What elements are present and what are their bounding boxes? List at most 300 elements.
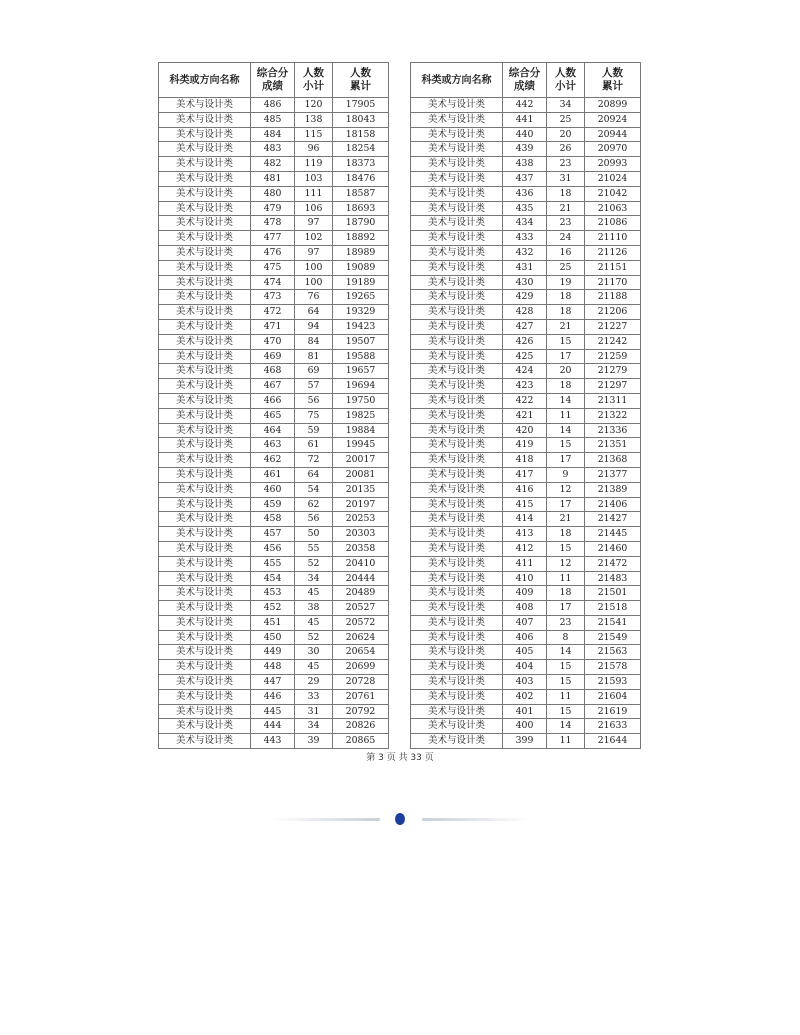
cell-score: 405 bbox=[503, 645, 547, 660]
cell-cumulative: 21126 bbox=[585, 245, 641, 260]
cell-cumulative: 21501 bbox=[585, 586, 641, 601]
cell-cumulative: 20572 bbox=[333, 615, 389, 630]
cell-count: 8 bbox=[547, 630, 585, 645]
cell-name: 美术与设计类 bbox=[411, 157, 503, 172]
table-row bbox=[411, 734, 641, 749]
cell-score: 457 bbox=[251, 527, 295, 542]
cell-cumulative: 21389 bbox=[585, 482, 641, 497]
table-row bbox=[411, 157, 641, 172]
table-row bbox=[159, 171, 389, 186]
cell-count: 119 bbox=[295, 157, 333, 172]
table-row bbox=[159, 467, 389, 482]
table-row bbox=[159, 675, 389, 690]
cell-name: 美术与设计类 bbox=[411, 675, 503, 690]
cell-name: 美术与设计类 bbox=[159, 660, 251, 675]
table-row bbox=[411, 630, 641, 645]
cell-name: 美术与设计类 bbox=[411, 275, 503, 290]
header-count: 人数 小计 bbox=[295, 63, 333, 98]
cell-cumulative: 21042 bbox=[585, 186, 641, 201]
cell-cumulative: 21563 bbox=[585, 645, 641, 660]
cell-cumulative: 17905 bbox=[333, 98, 389, 113]
cell-score: 456 bbox=[251, 541, 295, 556]
cell-name: 美术与设计类 bbox=[159, 512, 251, 527]
table-row bbox=[159, 305, 389, 320]
table-row bbox=[411, 186, 641, 201]
cell-count: 18 bbox=[547, 379, 585, 394]
cell-count: 61 bbox=[295, 438, 333, 453]
table-row bbox=[411, 245, 641, 260]
table-row bbox=[159, 201, 389, 216]
cell-score: 417 bbox=[503, 467, 547, 482]
cell-name: 美术与设计类 bbox=[159, 186, 251, 201]
cell-cumulative: 21460 bbox=[585, 541, 641, 556]
cell-score: 455 bbox=[251, 556, 295, 571]
cell-cumulative: 21445 bbox=[585, 527, 641, 542]
table-row bbox=[159, 127, 389, 142]
cell-name: 美术与设计类 bbox=[411, 556, 503, 571]
cell-cumulative: 21633 bbox=[585, 719, 641, 734]
table-row bbox=[411, 216, 641, 231]
cell-cumulative: 19884 bbox=[333, 423, 389, 438]
table-row bbox=[159, 349, 389, 364]
table-row bbox=[411, 453, 641, 468]
cell-cumulative: 21644 bbox=[585, 734, 641, 749]
cell-name: 美术与设计类 bbox=[159, 467, 251, 482]
table-row bbox=[411, 171, 641, 186]
table-row bbox=[411, 127, 641, 142]
cell-count: 55 bbox=[295, 541, 333, 556]
table-row bbox=[411, 615, 641, 630]
header-name: 科类或方向名称 bbox=[159, 63, 251, 98]
cell-name: 美术与设计类 bbox=[159, 231, 251, 246]
cell-score: 399 bbox=[503, 734, 547, 749]
cell-score: 421 bbox=[503, 408, 547, 423]
cell-count: 17 bbox=[547, 601, 585, 616]
table-row bbox=[159, 601, 389, 616]
cell-count: 72 bbox=[295, 453, 333, 468]
table-row bbox=[411, 98, 641, 113]
cell-name: 美术与设计类 bbox=[159, 171, 251, 186]
table-row bbox=[411, 556, 641, 571]
cell-name: 美术与设计类 bbox=[411, 216, 503, 231]
cell-count: 97 bbox=[295, 245, 333, 260]
cell-count: 11 bbox=[547, 689, 585, 704]
table-row bbox=[411, 319, 641, 334]
cell-count: 15 bbox=[547, 334, 585, 349]
cell-cumulative: 21322 bbox=[585, 408, 641, 423]
cell-cumulative: 20924 bbox=[585, 112, 641, 127]
cell-score: 407 bbox=[503, 615, 547, 630]
cell-cumulative: 21619 bbox=[585, 704, 641, 719]
cell-score: 474 bbox=[251, 275, 295, 290]
cell-cumulative: 21170 bbox=[585, 275, 641, 290]
table-row bbox=[159, 142, 389, 157]
cell-name: 美术与设计类 bbox=[411, 704, 503, 719]
table-row bbox=[411, 645, 641, 660]
table-row bbox=[411, 571, 641, 586]
cell-cumulative: 19588 bbox=[333, 349, 389, 364]
cell-name: 美术与设计类 bbox=[411, 142, 503, 157]
cell-name: 美术与设计类 bbox=[159, 290, 251, 305]
cell-name: 美术与设计类 bbox=[411, 260, 503, 275]
cell-score: 470 bbox=[251, 334, 295, 349]
cell-name: 美术与设计类 bbox=[411, 112, 503, 127]
cell-name: 美术与设计类 bbox=[159, 245, 251, 260]
cell-score: 463 bbox=[251, 438, 295, 453]
cell-name: 美术与设计类 bbox=[159, 142, 251, 157]
cell-score: 408 bbox=[503, 601, 547, 616]
cell-cumulative: 19750 bbox=[333, 393, 389, 408]
table-row bbox=[159, 453, 389, 468]
table-row bbox=[411, 290, 641, 305]
cell-name: 美术与设计类 bbox=[411, 379, 503, 394]
cell-name: 美术与设计类 bbox=[159, 216, 251, 231]
cell-name: 美术与设计类 bbox=[159, 719, 251, 734]
cell-score: 452 bbox=[251, 601, 295, 616]
cell-score: 427 bbox=[503, 319, 547, 334]
cell-score: 429 bbox=[503, 290, 547, 305]
table-row bbox=[411, 660, 641, 675]
cell-score: 482 bbox=[251, 157, 295, 172]
cell-count: 34 bbox=[295, 719, 333, 734]
cell-score: 479 bbox=[251, 201, 295, 216]
cell-score: 433 bbox=[503, 231, 547, 246]
cell-name: 美术与设计类 bbox=[411, 127, 503, 142]
table-header-row bbox=[411, 63, 641, 98]
cell-count: 75 bbox=[295, 408, 333, 423]
cell-count: 34 bbox=[547, 98, 585, 113]
cell-score: 473 bbox=[251, 290, 295, 305]
cell-count: 45 bbox=[295, 615, 333, 630]
cell-name: 美术与设计类 bbox=[411, 231, 503, 246]
cell-count: 29 bbox=[295, 675, 333, 690]
cell-name: 美术与设计类 bbox=[159, 482, 251, 497]
cell-cumulative: 19657 bbox=[333, 364, 389, 379]
cell-count: 18 bbox=[547, 290, 585, 305]
table-row bbox=[159, 260, 389, 275]
table-row bbox=[159, 334, 389, 349]
cell-score: 460 bbox=[251, 482, 295, 497]
cell-count: 45 bbox=[295, 586, 333, 601]
cell-cumulative: 20654 bbox=[333, 645, 389, 660]
cell-count: 31 bbox=[295, 704, 333, 719]
divider-dot-icon bbox=[395, 813, 405, 825]
table-row bbox=[159, 630, 389, 645]
cell-count: 15 bbox=[547, 541, 585, 556]
cell-name: 美术与设计类 bbox=[411, 423, 503, 438]
cell-count: 56 bbox=[295, 512, 333, 527]
cell-count: 54 bbox=[295, 482, 333, 497]
cell-score: 426 bbox=[503, 334, 547, 349]
cell-count: 38 bbox=[295, 601, 333, 616]
cell-name: 美术与设计类 bbox=[411, 734, 503, 749]
cell-count: 57 bbox=[295, 379, 333, 394]
cell-count: 20 bbox=[547, 127, 585, 142]
cell-score: 480 bbox=[251, 186, 295, 201]
cell-score: 437 bbox=[503, 171, 547, 186]
cell-cumulative: 20017 bbox=[333, 453, 389, 468]
cell-score: 404 bbox=[503, 660, 547, 675]
cell-count: 20 bbox=[547, 364, 585, 379]
cell-name: 美术与设计类 bbox=[411, 467, 503, 482]
cell-name: 美术与设计类 bbox=[159, 571, 251, 586]
cell-score: 443 bbox=[251, 734, 295, 749]
table-row bbox=[411, 512, 641, 527]
table-row bbox=[159, 615, 389, 630]
cell-cumulative: 21518 bbox=[585, 601, 641, 616]
cell-cumulative: 19189 bbox=[333, 275, 389, 290]
cell-score: 450 bbox=[251, 630, 295, 645]
cell-score: 444 bbox=[251, 719, 295, 734]
cell-count: 96 bbox=[295, 142, 333, 157]
table-row bbox=[159, 364, 389, 379]
cell-cumulative: 21541 bbox=[585, 615, 641, 630]
cell-score: 484 bbox=[251, 127, 295, 142]
cell-count: 39 bbox=[295, 734, 333, 749]
table-row bbox=[159, 98, 389, 113]
table-row bbox=[159, 734, 389, 749]
cell-score: 469 bbox=[251, 349, 295, 364]
cell-cumulative: 21351 bbox=[585, 438, 641, 453]
cell-name: 美术与设计类 bbox=[411, 349, 503, 364]
table-row bbox=[159, 423, 389, 438]
cell-score: 438 bbox=[503, 157, 547, 172]
cell-cumulative: 20728 bbox=[333, 675, 389, 690]
cell-score: 431 bbox=[503, 260, 547, 275]
cell-cumulative: 20826 bbox=[333, 719, 389, 734]
cell-score: 435 bbox=[503, 201, 547, 216]
cell-count: 15 bbox=[547, 660, 585, 675]
cell-count: 69 bbox=[295, 364, 333, 379]
cell-count: 76 bbox=[295, 290, 333, 305]
cell-cumulative: 19423 bbox=[333, 319, 389, 334]
header-count: 人数 小计 bbox=[547, 63, 585, 98]
cell-cumulative: 21549 bbox=[585, 630, 641, 645]
cell-count: 59 bbox=[295, 423, 333, 438]
cell-name: 美术与设计类 bbox=[411, 319, 503, 334]
table-row bbox=[411, 541, 641, 556]
cell-cumulative: 20761 bbox=[333, 689, 389, 704]
cell-score: 406 bbox=[503, 630, 547, 645]
cell-name: 美术与设计类 bbox=[411, 601, 503, 616]
table-row bbox=[411, 379, 641, 394]
table-row bbox=[411, 305, 641, 320]
cell-count: 14 bbox=[547, 719, 585, 734]
cell-count: 45 bbox=[295, 660, 333, 675]
table-row bbox=[159, 704, 389, 719]
cell-cumulative: 21578 bbox=[585, 660, 641, 675]
cell-cumulative: 20699 bbox=[333, 660, 389, 675]
table-row bbox=[411, 482, 641, 497]
cell-name: 美术与设计类 bbox=[159, 734, 251, 749]
page-number: 第 3 页 共 33 页 bbox=[366, 753, 434, 763]
cell-score: 453 bbox=[251, 586, 295, 601]
cell-cumulative: 20527 bbox=[333, 601, 389, 616]
cell-name: 美术与设计类 bbox=[411, 364, 503, 379]
table-row bbox=[159, 719, 389, 734]
cell-name: 美术与设计类 bbox=[159, 201, 251, 216]
header-cumulative: 人数 累计 bbox=[333, 63, 389, 98]
table-row bbox=[411, 334, 641, 349]
cell-score: 483 bbox=[251, 142, 295, 157]
cell-cumulative: 20792 bbox=[333, 704, 389, 719]
cell-cumulative: 21368 bbox=[585, 453, 641, 468]
cell-name: 美术与设计类 bbox=[159, 527, 251, 542]
cell-score: 462 bbox=[251, 453, 295, 468]
cell-count: 17 bbox=[547, 349, 585, 364]
cell-count: 12 bbox=[547, 482, 585, 497]
cell-name: 美术与设计类 bbox=[411, 482, 503, 497]
cell-name: 美术与设计类 bbox=[159, 334, 251, 349]
cell-score: 468 bbox=[251, 364, 295, 379]
cell-score: 418 bbox=[503, 453, 547, 468]
cell-name: 美术与设计类 bbox=[411, 438, 503, 453]
cell-cumulative: 21024 bbox=[585, 171, 641, 186]
table-row bbox=[411, 408, 641, 423]
table-row bbox=[159, 689, 389, 704]
cell-score: 413 bbox=[503, 527, 547, 542]
cell-name: 美术与设计类 bbox=[159, 556, 251, 571]
cell-name: 美术与设计类 bbox=[159, 586, 251, 601]
cell-count: 21 bbox=[547, 512, 585, 527]
cell-name: 美术与设计类 bbox=[159, 541, 251, 556]
cell-name: 美术与设计类 bbox=[159, 601, 251, 616]
table-row bbox=[411, 527, 641, 542]
cell-name: 美术与设计类 bbox=[411, 393, 503, 408]
cell-count: 31 bbox=[547, 171, 585, 186]
cell-count: 25 bbox=[547, 260, 585, 275]
cell-score: 467 bbox=[251, 379, 295, 394]
cell-count: 100 bbox=[295, 275, 333, 290]
cell-count: 14 bbox=[547, 393, 585, 408]
cell-count: 120 bbox=[295, 98, 333, 113]
table-row bbox=[159, 571, 389, 586]
cell-score: 401 bbox=[503, 704, 547, 719]
cell-score: 445 bbox=[251, 704, 295, 719]
cell-count: 81 bbox=[295, 349, 333, 364]
cell-cumulative: 19825 bbox=[333, 408, 389, 423]
cell-count: 103 bbox=[295, 171, 333, 186]
cell-name: 美术与设计类 bbox=[411, 408, 503, 423]
cell-count: 64 bbox=[295, 467, 333, 482]
cell-count: 94 bbox=[295, 319, 333, 334]
cell-score: 439 bbox=[503, 142, 547, 157]
table-row bbox=[159, 216, 389, 231]
table-row bbox=[159, 645, 389, 660]
cell-cumulative: 20944 bbox=[585, 127, 641, 142]
cell-score: 478 bbox=[251, 216, 295, 231]
cell-count: 11 bbox=[547, 408, 585, 423]
cell-cumulative: 19265 bbox=[333, 290, 389, 305]
cell-name: 美术与设计类 bbox=[411, 527, 503, 542]
cell-name: 美术与设计类 bbox=[159, 364, 251, 379]
cell-name: 美术与设计类 bbox=[159, 260, 251, 275]
page-divider bbox=[270, 813, 532, 825]
cell-cumulative: 21206 bbox=[585, 305, 641, 320]
cell-score: 454 bbox=[251, 571, 295, 586]
cell-cumulative: 19089 bbox=[333, 260, 389, 275]
cell-count: 15 bbox=[547, 438, 585, 453]
table-row bbox=[411, 704, 641, 719]
cell-score: 428 bbox=[503, 305, 547, 320]
table-row bbox=[159, 527, 389, 542]
cell-score: 458 bbox=[251, 512, 295, 527]
table-row bbox=[159, 497, 389, 512]
cell-cumulative: 21336 bbox=[585, 423, 641, 438]
cell-count: 9 bbox=[547, 467, 585, 482]
cell-name: 美术与设计类 bbox=[159, 497, 251, 512]
cell-name: 美术与设计类 bbox=[411, 171, 503, 186]
cell-score: 459 bbox=[251, 497, 295, 512]
cell-score: 475 bbox=[251, 260, 295, 275]
table-row bbox=[159, 231, 389, 246]
table-row bbox=[411, 719, 641, 734]
table-row bbox=[159, 586, 389, 601]
cell-name: 美术与设计类 bbox=[411, 645, 503, 660]
cell-cumulative: 18373 bbox=[333, 157, 389, 172]
table-row bbox=[411, 438, 641, 453]
cell-score: 476 bbox=[251, 245, 295, 260]
table-row bbox=[411, 260, 641, 275]
table-row bbox=[159, 379, 389, 394]
cell-score: 430 bbox=[503, 275, 547, 290]
cell-score: 481 bbox=[251, 171, 295, 186]
cell-count: 62 bbox=[295, 497, 333, 512]
cell-cumulative: 21593 bbox=[585, 675, 641, 690]
table-row bbox=[159, 438, 389, 453]
cell-name: 美术与设计类 bbox=[159, 645, 251, 660]
cell-count: 64 bbox=[295, 305, 333, 320]
table-row bbox=[411, 675, 641, 690]
cell-score: 436 bbox=[503, 186, 547, 201]
cell-count: 12 bbox=[547, 556, 585, 571]
cell-cumulative: 18158 bbox=[333, 127, 389, 142]
cell-cumulative: 21604 bbox=[585, 689, 641, 704]
cell-name: 美术与设计类 bbox=[411, 245, 503, 260]
cell-cumulative: 18989 bbox=[333, 245, 389, 260]
cell-count: 34 bbox=[295, 571, 333, 586]
cell-name: 美术与设计类 bbox=[159, 453, 251, 468]
cell-name: 美术与设计类 bbox=[159, 157, 251, 172]
cell-score: 412 bbox=[503, 541, 547, 556]
cell-cumulative: 20081 bbox=[333, 467, 389, 482]
cell-count: 52 bbox=[295, 556, 333, 571]
table-row bbox=[411, 467, 641, 482]
cell-count: 23 bbox=[547, 157, 585, 172]
cell-cumulative: 19329 bbox=[333, 305, 389, 320]
cell-score: 447 bbox=[251, 675, 295, 690]
cell-name: 美术与设计类 bbox=[159, 379, 251, 394]
cell-cumulative: 21311 bbox=[585, 393, 641, 408]
table-row bbox=[411, 349, 641, 364]
cell-cumulative: 21110 bbox=[585, 231, 641, 246]
cell-cumulative: 19945 bbox=[333, 438, 389, 453]
cell-name: 美术与设计类 bbox=[411, 334, 503, 349]
cell-count: 30 bbox=[295, 645, 333, 660]
cell-cumulative: 20358 bbox=[333, 541, 389, 556]
cell-name: 美术与设计类 bbox=[411, 497, 503, 512]
cell-name: 美术与设计类 bbox=[159, 319, 251, 334]
cell-score: 410 bbox=[503, 571, 547, 586]
cell-count: 33 bbox=[295, 689, 333, 704]
cell-count: 97 bbox=[295, 216, 333, 231]
score-table-right bbox=[410, 62, 641, 749]
cell-count: 14 bbox=[547, 645, 585, 660]
cell-cumulative: 21086 bbox=[585, 216, 641, 231]
cell-name: 美术与设计类 bbox=[159, 408, 251, 423]
table-row bbox=[159, 512, 389, 527]
cell-score: 441 bbox=[503, 112, 547, 127]
